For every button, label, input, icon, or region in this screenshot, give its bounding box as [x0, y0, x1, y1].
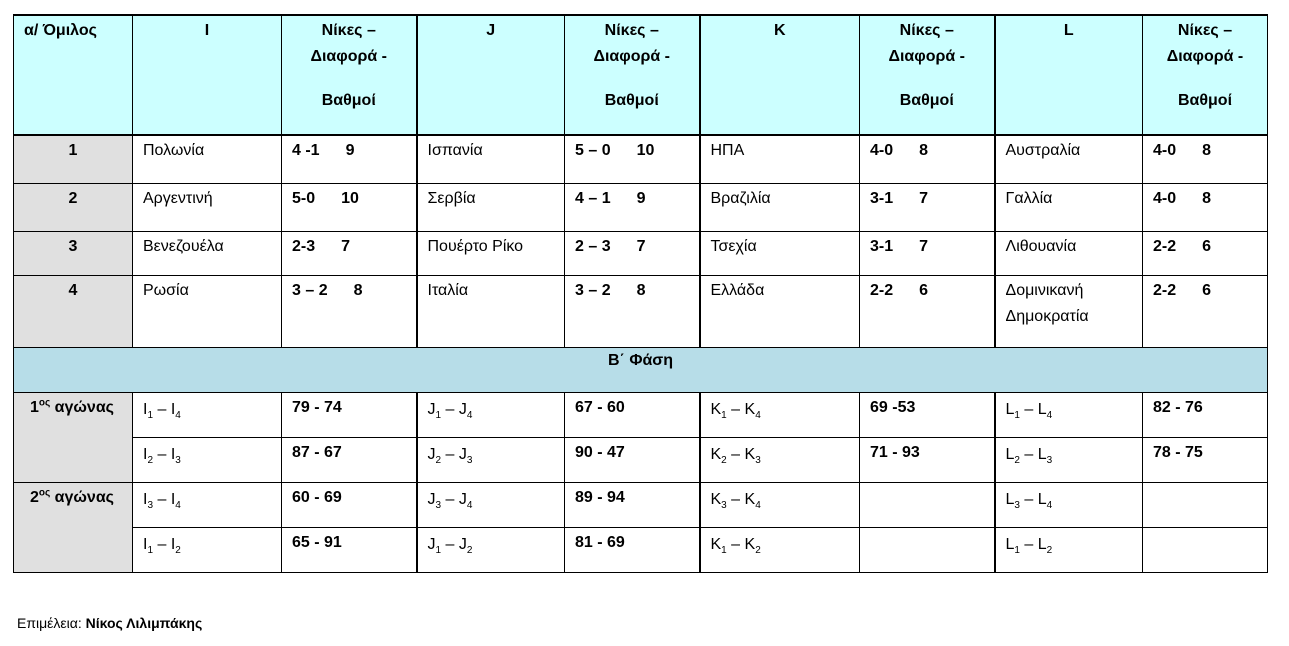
- team-name: Αργεντινή: [133, 183, 282, 231]
- score-cell: [565, 275, 700, 347]
- stat-line-diff: Διαφορά -: [888, 48, 965, 65]
- rank-cell: 4: [14, 275, 133, 347]
- team-a-letter: I: [143, 400, 148, 418]
- match-result: [1143, 482, 1268, 527]
- matchup: $K_1 - K_2$: [700, 527, 860, 572]
- rank-cell: 3: [14, 231, 133, 275]
- team-a-index: 3: [147, 499, 154, 511]
- win-loss: 2-2: [870, 281, 894, 299]
- phase-row: [14, 347, 1268, 392]
- team-a-letter: L: [1005, 400, 1015, 418]
- win-loss: 5-0: [292, 189, 316, 207]
- team-name: Βενεζουέλα: [133, 231, 282, 275]
- team-name: Σερβία: [417, 183, 565, 231]
- match-result: 78 - 75: [1143, 437, 1268, 482]
- stat-line-diff: Διαφορά -: [310, 48, 387, 65]
- team-a-index: 1: [721, 409, 727, 421]
- header-group-j: J: [417, 15, 565, 135]
- points: 9: [345, 142, 355, 159]
- team-b-letter: I: [170, 490, 176, 508]
- team-a-letter: L: [1005, 535, 1015, 553]
- standings-table: [13, 14, 1268, 573]
- match-result: [860, 482, 995, 527]
- score-cell: [282, 275, 417, 347]
- match-result: 81 - 69: [565, 527, 700, 572]
- header-row: [14, 15, 1268, 135]
- team-name: Ιταλία: [417, 275, 565, 347]
- team-a-letter: L: [1005, 445, 1015, 463]
- team-a-index: 1: [147, 544, 154, 556]
- credit-label: Επιμέλεια:: [17, 615, 82, 631]
- match-result: 65 - 91: [282, 527, 417, 572]
- standing-row: [14, 183, 1268, 231]
- score-cell: [1143, 231, 1268, 275]
- match-row: [14, 437, 1268, 482]
- win-loss: 2-2: [1153, 237, 1177, 255]
- match-result: 69 -53: [860, 392, 995, 437]
- team-name: Ρωσία: [133, 275, 282, 347]
- rank-cell: 2: [14, 183, 133, 231]
- stat-line-points: Βαθμοί: [899, 92, 954, 109]
- team-a-index: 2: [435, 454, 442, 466]
- stat-line-wins: Νίκες –: [321, 22, 376, 39]
- score-cell: [860, 135, 995, 183]
- stat-line-points: Βαθμοί: [321, 92, 376, 109]
- score-cell: [860, 275, 995, 347]
- points: 7: [919, 237, 929, 255]
- matchup: $L_2 - L_3$: [995, 437, 1143, 482]
- header-stat-i: [282, 15, 417, 135]
- match-result: 90 - 47: [565, 437, 700, 482]
- phase-title: Β΄ Φάση: [14, 347, 1268, 392]
- win-loss: 2-2: [1153, 281, 1177, 299]
- team-b-index: 4: [466, 499, 473, 511]
- team-name: Γαλλία: [995, 183, 1143, 231]
- team-b-letter: L: [1037, 445, 1047, 463]
- team-b-letter: I: [170, 535, 176, 553]
- match-row: [14, 392, 1268, 437]
- points: 8: [353, 281, 363, 299]
- standing-row: [14, 275, 1268, 347]
- matchup: $J_3 - J_4$: [417, 482, 565, 527]
- matchup: $L_1 - L_2$: [995, 527, 1143, 572]
- team-b-index: 2: [175, 544, 181, 556]
- team-a-letter: J: [427, 400, 436, 418]
- header-group-k: K: [700, 15, 860, 135]
- win-loss: 4 -1: [292, 142, 320, 159]
- score-cell: [1143, 183, 1268, 231]
- match-result: 89 - 94: [565, 482, 700, 527]
- stat-line-diff: Διαφορά -: [1166, 48, 1244, 65]
- team-b-index: 4: [175, 499, 181, 511]
- points: 6: [919, 281, 929, 299]
- team-a-letter: I: [143, 445, 148, 463]
- team-b-letter: J: [458, 400, 467, 418]
- team-a-letter: K: [710, 535, 722, 553]
- game-number: 2: [30, 488, 39, 506]
- team-b-index: 3: [755, 454, 761, 466]
- header-group-label: α/ Όμιλος: [14, 15, 133, 135]
- header-stat-j: [565, 15, 700, 135]
- team-b-index: 3: [466, 454, 473, 466]
- points: 8: [1202, 142, 1212, 159]
- team-a-index: 3: [435, 499, 442, 511]
- team-a-index: 2: [1014, 454, 1020, 466]
- match-result: 87 - 67: [282, 437, 417, 482]
- header-stat-l: [1143, 15, 1268, 135]
- win-loss: 3-1: [870, 189, 894, 207]
- team-a-letter: I: [143, 490, 148, 508]
- points: 7: [341, 237, 351, 255]
- matchup: $K_2 - K_3$: [700, 437, 860, 482]
- score-cell: [565, 183, 700, 231]
- win-loss: 4-0: [1153, 189, 1177, 207]
- credit-author: Νίκος Λιλιμπάκης: [85, 615, 203, 631]
- matchup: $K_3 - K_4$: [700, 482, 860, 527]
- team-b-index: 4: [466, 409, 473, 421]
- team-name: Ελλάδα: [700, 275, 860, 347]
- score-cell: [282, 135, 417, 183]
- match-result: 82 - 76: [1143, 392, 1268, 437]
- matchup: $I_2 - I_3$: [133, 437, 282, 482]
- team-name: Δομινικανή Δημοκρατία: [995, 275, 1143, 347]
- team-b-index: 2: [1046, 544, 1053, 556]
- team-b-letter: L: [1037, 490, 1047, 508]
- match-result: 67 - 60: [565, 392, 700, 437]
- team-b-letter: L: [1037, 400, 1047, 418]
- win-loss: 3 – 2: [292, 281, 328, 299]
- team-b-letter: I: [170, 445, 176, 463]
- matchup: $I_3 - I_4$: [133, 482, 282, 527]
- stat-line-diff: Διαφορά -: [593, 48, 670, 65]
- team-a-letter: J: [427, 490, 436, 508]
- team-b-index: 3: [1046, 454, 1053, 466]
- score-cell: [282, 183, 417, 231]
- header-stat-k: [860, 15, 995, 135]
- team-b-letter: J: [458, 535, 467, 553]
- score-cell: [860, 231, 995, 275]
- win-loss: 4-0: [870, 142, 894, 159]
- team-a-letter: J: [427, 445, 436, 463]
- team-name: Βραζιλία: [700, 183, 860, 231]
- points: 8: [919, 142, 929, 159]
- team-b-index: 4: [1046, 499, 1053, 511]
- win-loss: 4-0: [1153, 142, 1177, 159]
- score-cell: [565, 231, 700, 275]
- matchup: $I_1 - I_2$: [133, 527, 282, 572]
- score-cell: [565, 135, 700, 183]
- team-a-letter: K: [710, 400, 722, 418]
- stat-line-wins: Νίκες –: [899, 22, 954, 39]
- rank-cell: 1: [14, 135, 133, 183]
- standing-row: [14, 231, 1268, 275]
- win-loss: 3 – 2: [575, 281, 611, 299]
- team-b-index: 2: [755, 544, 761, 556]
- team-a-index: 2: [147, 454, 154, 466]
- matchup: $L_1 - L_4$: [995, 392, 1143, 437]
- score-cell: [282, 231, 417, 275]
- header-group-l: L: [995, 15, 1143, 135]
- team-a-letter: L: [1005, 490, 1015, 508]
- stat-line-wins: Νίκες –: [1177, 22, 1233, 39]
- matchup: $K_1 - K_4$: [700, 392, 860, 437]
- team-a-index: 1: [435, 409, 442, 421]
- win-loss: 2 – 3: [575, 237, 611, 255]
- matchup: $J_2 - J_3$: [417, 437, 565, 482]
- team-a-index: 1: [1014, 409, 1020, 421]
- team-a-letter: I: [143, 535, 148, 553]
- points: 8: [1202, 189, 1212, 207]
- team-a-letter: K: [710, 445, 722, 463]
- team-name: ΗΠΑ: [700, 135, 860, 183]
- team-a-index: 1: [435, 544, 442, 556]
- standing-row: [14, 135, 1268, 183]
- team-a-index: 3: [721, 499, 727, 511]
- team-b-letter: I: [170, 400, 176, 418]
- win-loss: 3-1: [870, 237, 894, 255]
- team-b-index: 4: [755, 499, 761, 511]
- points: 9: [636, 189, 646, 207]
- match-result: [860, 527, 995, 572]
- match-row: [14, 482, 1268, 527]
- team-b-letter: L: [1037, 535, 1047, 553]
- win-loss: 2-3: [292, 237, 316, 255]
- game-word: αγώνας: [54, 398, 114, 416]
- team-b-letter: K: [744, 400, 756, 418]
- points: 10: [341, 189, 359, 207]
- team-b-letter: J: [458, 490, 467, 508]
- team-b-index: 2: [466, 544, 473, 556]
- points: 8: [636, 281, 646, 299]
- matchup: $J_1 - J_2$: [417, 527, 565, 572]
- points: 10: [636, 142, 655, 159]
- team-b-letter: J: [458, 445, 467, 463]
- score-cell: [1143, 275, 1268, 347]
- matchup: $I_1 - I_4$: [133, 392, 282, 437]
- points: 7: [636, 237, 646, 255]
- matchup: $J_1 - J_4$: [417, 392, 565, 437]
- header-group-i: I: [133, 15, 282, 135]
- game-suffix: ος: [38, 397, 51, 409]
- team-b-index: 4: [755, 409, 761, 421]
- points: 7: [919, 189, 929, 207]
- team-b-index: 3: [175, 454, 181, 466]
- score-cell: [1143, 135, 1268, 183]
- game-number: 1: [30, 398, 39, 416]
- team-name: Πουέρτο Ρίκο: [417, 231, 565, 275]
- match-result: 79 - 74: [282, 392, 417, 437]
- match-result: [1143, 527, 1268, 572]
- matchup: $L_3 - L_4$: [995, 482, 1143, 527]
- team-b-letter: K: [744, 445, 756, 463]
- team-name: Ισπανία: [417, 135, 565, 183]
- team-b-index: 4: [175, 409, 181, 421]
- match-result: 60 - 69: [282, 482, 417, 527]
- win-loss: 5 – 0: [575, 142, 611, 159]
- win-loss: 4 – 1: [575, 189, 611, 207]
- points: 6: [1202, 237, 1212, 255]
- team-b-letter: K: [744, 535, 756, 553]
- game-label: [14, 392, 133, 482]
- points: 6: [1202, 281, 1212, 299]
- stat-line-wins: Νίκες –: [604, 22, 659, 39]
- game-suffix: ος: [38, 487, 51, 499]
- stat-line-points: Βαθμοί: [604, 92, 659, 109]
- team-a-index: 2: [721, 454, 727, 466]
- team-name: Λιθουανία: [995, 231, 1143, 275]
- team-a-letter: J: [427, 535, 436, 553]
- team-a-letter: K: [710, 490, 722, 508]
- team-name: Αυστραλία: [995, 135, 1143, 183]
- credit-line: [17, 615, 202, 631]
- game-word: αγώνας: [54, 488, 114, 506]
- team-name: Πολωνία: [133, 135, 282, 183]
- team-a-index: 1: [147, 409, 154, 421]
- match-result: 71 - 93: [860, 437, 995, 482]
- team-name: Τσεχία: [700, 231, 860, 275]
- team-b-letter: K: [744, 490, 756, 508]
- team-a-index: 3: [1014, 499, 1020, 511]
- match-row: [14, 527, 1268, 572]
- team-a-index: 1: [721, 544, 727, 556]
- team-b-index: 4: [1046, 409, 1053, 421]
- team-a-index: 1: [1014, 544, 1020, 556]
- stat-line-points: Βαθμοί: [1177, 92, 1233, 109]
- score-cell: [860, 183, 995, 231]
- game-label: [14, 482, 133, 572]
